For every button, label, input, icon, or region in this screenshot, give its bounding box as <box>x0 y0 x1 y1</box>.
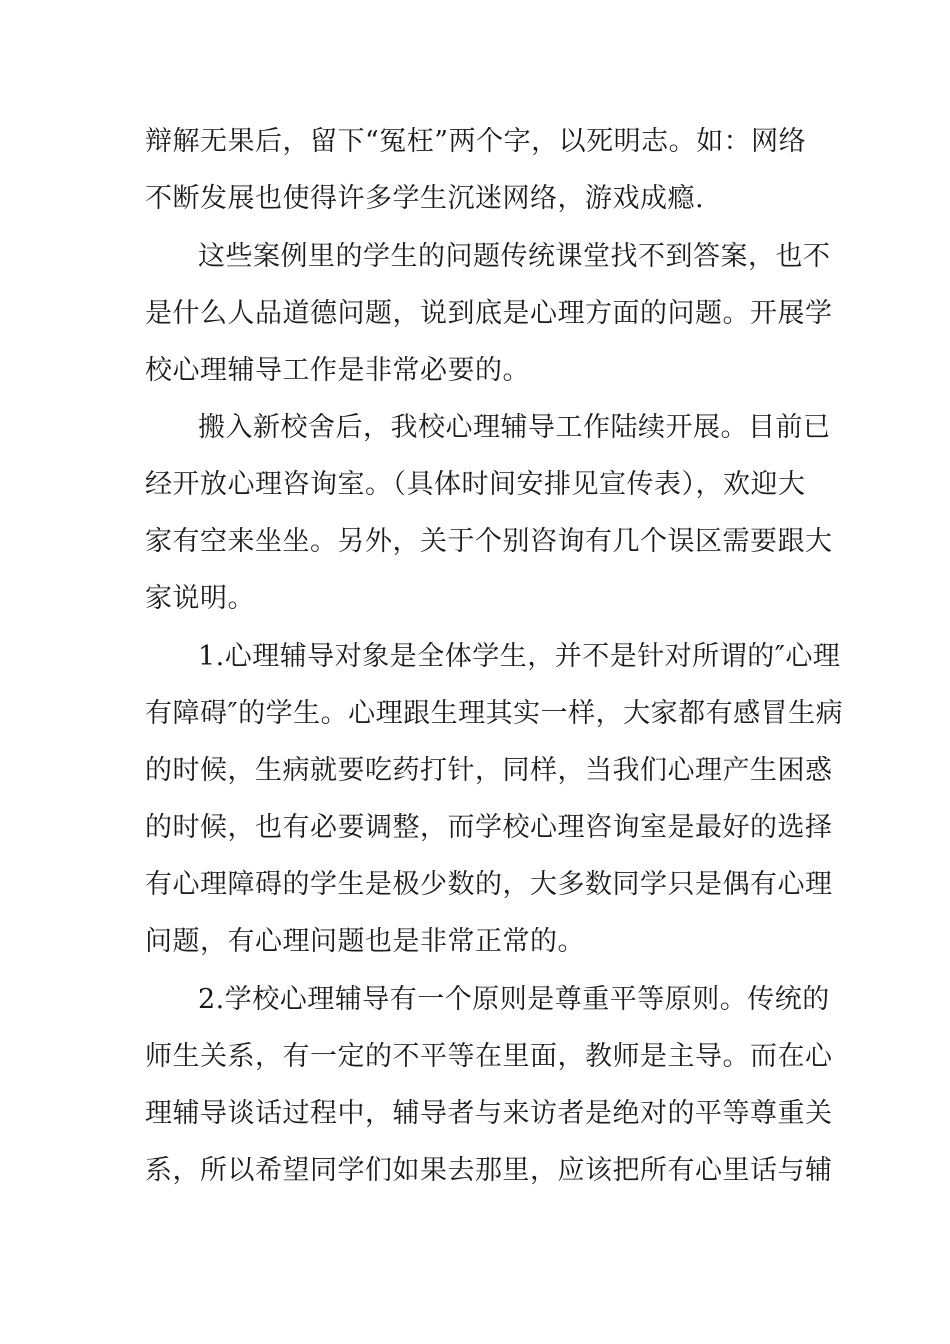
text-line: 家有空来坐坐。另外，关于个别咨询有几个误区需要跟大 <box>145 526 833 557</box>
text-line: 系，所以希望同学们如果去那里，应该把所有心里话与辅 <box>145 1155 833 1186</box>
text-line: 校心理辅导工作是非常必要的。 <box>145 355 530 386</box>
text-line: 问题，有心理问题也是非常正常的。 <box>145 926 585 957</box>
text-line: 家说明。 <box>145 583 255 614</box>
text-line: 理辅导谈话过程中，辅导者与来访者是绝对的平等尊重关 <box>145 1098 833 1129</box>
paragraph-start-line: 2.学校心理辅导有一个原则是尊重平等原则。传统的 <box>198 984 830 1015</box>
text-line: 有障碍″的学生。心理跟生理其实一样，大家都有感冒生病 <box>145 698 844 729</box>
text-line: 是什么人品道德问题，说到底是心理方面的问题。开展学 <box>145 298 833 329</box>
text-line: 的时候，也有必要调整，而学校心理咨询室是最好的选择 <box>145 812 833 843</box>
text-line: 师生关系，有一定的不平等在里面，教师是主导。而在心 <box>145 1041 833 1072</box>
paragraph-start-line: 搬入新校舍后，我校心理辅导工作陆续开展。目前已 <box>198 412 831 443</box>
paragraph-start-line: 这些案例里的学生的问题传统课堂找不到答案，也不 <box>198 241 831 272</box>
text-line: 经开放心理咨询室。（具体时间安排见宣传表），欢迎大 <box>145 469 806 500</box>
text-line: 不断发展也使得许多学生沉迷网络，游戏成瘾. <box>145 183 705 214</box>
text-line: 有心理障碍的学生是极少数的，大多数同学只是偶有心理 <box>145 869 833 900</box>
text-line: 的时候，生病就要吃药打针，同样，当我们心理产生困惑 <box>145 755 833 786</box>
paragraph-start-line: 1.心理辅导对象是全体学生，并不是针对所谓的″心理 <box>198 641 841 672</box>
text-line: 辩解无果后，留下“冤枉”两个字，以死明志。如：网络 <box>145 126 807 157</box>
